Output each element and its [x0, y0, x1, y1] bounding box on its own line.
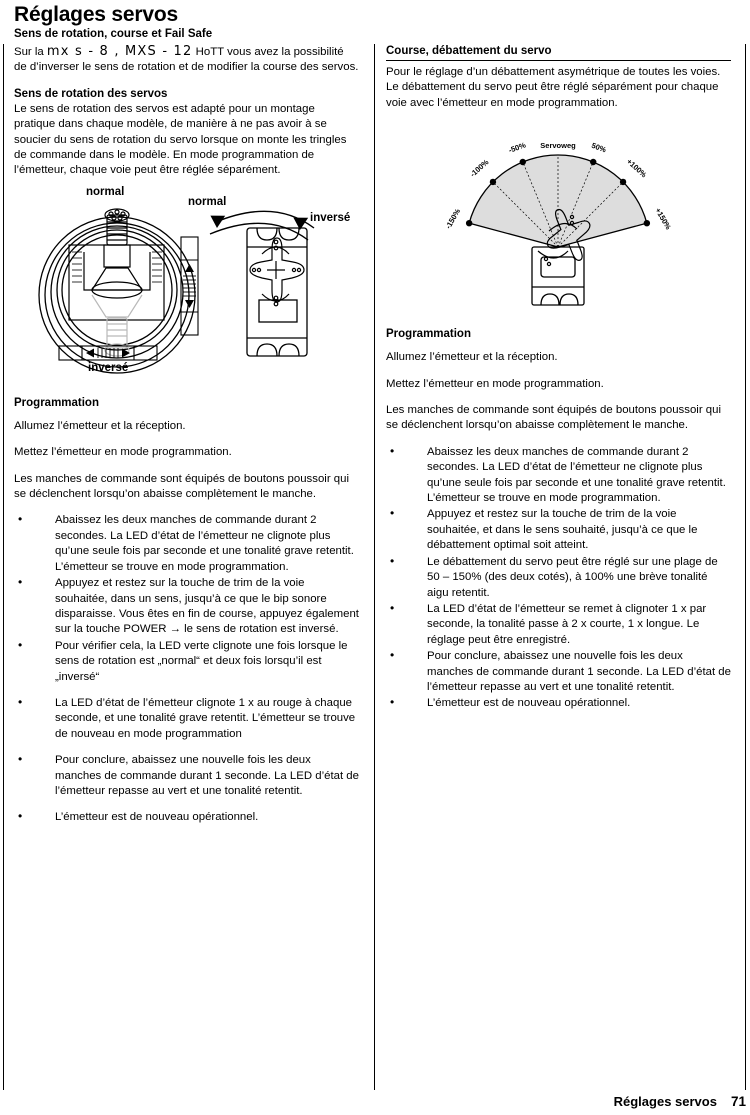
list-item: • L’émetteur est de nouveau opérationnel. — [14, 810, 359, 825]
column-rule-right — [745, 44, 746, 1090]
list-item: • Appuyez et restez sur la touche de trim de la voie souhaitée, et dans le sens souhaité, jusqu’à ce que le débattement optimal soit atteint. — [386, 507, 731, 553]
figure-label-normal-arc: normal — [188, 195, 227, 208]
figure-servo-travel — [386, 129, 731, 311]
footer-page-number: 71 — [730, 1094, 746, 1109]
right-prog-para-1: Allumez l’émetteur et la réception. — [386, 351, 558, 364]
list-item: • Pour vérifier cela, la LED verte clignote une fois lorsque le sens de rotation est „normal“ et deux fois lorsqu’il est „inversé“ — [14, 639, 359, 685]
intro-text-before: Sur la — [14, 46, 47, 58]
gimbal-servo-rotation-svg — [14, 190, 359, 385]
heading-programmation-left: Programmation — [14, 396, 99, 409]
page-title: Réglages servos — [14, 3, 178, 26]
model-name-mxs8: mx s - 8 , — [46, 44, 120, 59]
sens-de-rotation-body: Le sens de rotation des servos est adapté pour un montage pratique dans chaque modèle, de manière à ne pas avoir à se soucier du sens de rotation du servo lorsque on monte les tringles de commande dans le modèle. En mode programmation de l’émetteur, chaque voie peut être réglée séparément. — [14, 102, 347, 177]
fan-label-50: 50% — [590, 141, 608, 155]
list-item: • La LED d’état de l’émetteur se remet à clignoter 1 x par seconde, la tonalité passe à 2 x courte, 1 x longue. Le réglage peut être enregistré. — [386, 602, 731, 648]
fan-label-100: +100% — [624, 157, 649, 180]
fan-label--100: -100% — [468, 157, 491, 179]
footer-section-label: Réglages servos — [613, 1094, 717, 1109]
heading-course-debattement: Course, débattement du servo — [386, 44, 731, 61]
fan-label--150: -150% — [443, 207, 463, 231]
left-prog-para-2: Mettez l’émetteur en mode programmation. — [14, 446, 232, 459]
list-item: • Pour conclure, abaissez une nouvelle fois les deux manches de commande durant 1 seconde. La LED d’état de l’émetteur repasse au vert et une tonalité retentit. — [14, 753, 359, 799]
model-name-mxs12: MXS - 12 — [119, 44, 193, 59]
list-item: • La LED d’état de l’émetteur clignote 1 x au rouge à chaque seconde, et une tonalité grave retentit. L’émetteur se trouve de nouveau en mode programmation — [14, 696, 359, 742]
right-programmation-steps — [386, 445, 731, 712]
fan-label-150: +150% — [653, 206, 673, 232]
course-debattement-body: Pour le réglage d’un débattement asymétrique de toutes les voies. Le débattement du servo peut être réglé séparément pour chaque voie avec l’émetteur en mode programmation. — [386, 66, 721, 109]
page-footer — [614, 1094, 746, 1109]
list-item: • Le débattement du servo peut être réglé sur une plage de 50 – 150% (des deux cotés), à 100% une brève tonalité aigu retentit. — [386, 555, 731, 601]
list-item: • Appuyez et restez sur la touche de trim de la voie souhaitée, dans un sens, jusqu’à ce que le bip sonore disparaisse. Vous êtes en fin de course, appuyez également sur la touche POWER → le sens de rotation est inversé. — [14, 576, 359, 638]
heading-programmation-right: Programmation — [386, 328, 471, 341]
left-column — [14, 44, 359, 827]
figure-gimbal-servo-rotation — [14, 185, 359, 385]
intro-paragraph — [14, 44, 359, 76]
figure-label-inverse-arc: inversé — [310, 211, 351, 224]
intro-text-after: HoTT vous avez la possibilité de d’inverser le sens de rotation et de modifier la course des servos. — [14, 46, 359, 74]
right-column — [386, 44, 731, 713]
right-prog-para-3: Les manches de commande sont équipés de boutons poussoir qui se déclenchent lorsqu’on abaisse complètement le manche. — [386, 404, 721, 432]
page-subtitle: Sens de rotation, course et Fail Safe — [14, 28, 213, 41]
left-programmation-steps — [14, 513, 359, 825]
column-rule-left — [3, 44, 4, 1090]
heading-sens-de-rotation: Sens de rotation des servos — [14, 87, 168, 100]
left-prog-para-3: Les manches de commande sont équipés de boutons poussoir qui se déclenchent lorsqu’on abaisse complètement le manche. — [14, 472, 349, 501]
list-item: • Abaissez les deux manches de commande durant 2 secondes. La LED d’état de l’émetteur ne clignote plus qu’une seule fois par seconde et une tonalité grave retentit. L’émetteur se trouve en mode programmation. — [14, 513, 359, 575]
list-item: • Pour conclure, abaissez une nouvelle fois les deux manches de commande durant 1 seconde. La LED d’état de l’émetteur repasse au vert et une tonalité retentit. — [386, 649, 731, 695]
left-prog-para-1: Allumez l’émetteur et la réception. — [14, 419, 186, 432]
list-item: • Abaissez les deux manches de commande durant 2 secondes. La LED d’état de l’émetteur ne clignote plus qu’une seule fois par seconde et une tonalité grave retentit. L’émetteur se trouve en mode programmation. — [386, 445, 731, 507]
masthead — [14, 4, 736, 41]
figure-label-normal-top: normal — [86, 185, 125, 198]
fan-title: Servoweg — [540, 141, 576, 151]
fan-label--50: -50% — [507, 140, 527, 156]
right-prog-para-2: Mettez l’émetteur en mode programmation. — [386, 377, 604, 390]
column-rule-middle — [374, 44, 375, 1090]
figure-label-inverse-bottom: inversé — [88, 361, 129, 374]
list-item: • L’émetteur est de nouveau opérationnel. — [386, 696, 731, 711]
servo-travel-fan-svg — [386, 129, 731, 311]
